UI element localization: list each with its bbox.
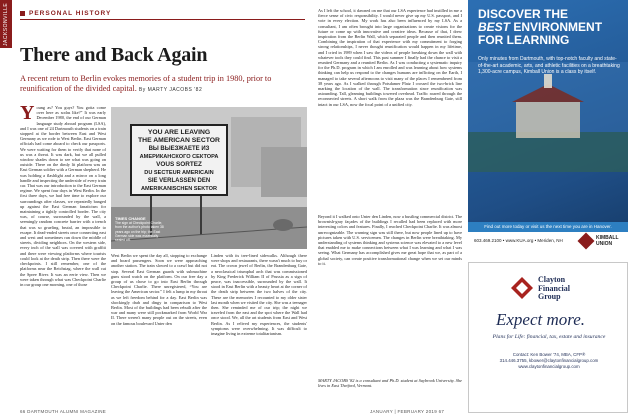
byline: By MARTY JACOBS '82 (138, 87, 203, 93)
ad-body: Only minutes from Dartmouth, with top-notch faculty and state-of-the-art academic, arts, and athletic facilities on a breathtaking 1,300-acre campus, Kimball Union is a class by itself. (478, 56, 620, 76)
logo-line: KIMBALL (596, 235, 619, 241)
clayton-financial-ad (468, 262, 628, 420)
ad-headline-line: FOR LEARNING (478, 33, 570, 47)
folio-right: JANUARY | FEBRUARY 2019 67 (370, 409, 445, 414)
contact-line: Contact: Ken Bower '74, MBA, CFP® (512, 352, 586, 357)
clayton-logo-icon (510, 276, 534, 300)
contact-line[interactable]: www.claytonfinancialgroup.com (518, 364, 580, 369)
article-column-3: Linden with its tree-lined sidewalks. Although there were shops and restaurants, there wasn't much to buy or eat. The crown jewel of Berlin, the Brandenburg Gate, a neoclassical triumphal arch that was commissioned by King Frederick William II of Prussia as a sign of peace, was inaccessible, surrounded by the wall. It stood in East Berlin with a beauty heart at the corner of the death strip between the two halves of the city. These are the memories I recounted to my older sister last month when we visited the city. She was a teenager then. She reminded me of our trip; the night we traveled from the east and the spot where the Wall had once stood. We, all the art students from East and West Berlin. As I relived my experiences, the students' symptoms were overwhelming. It was difficult to imagine living in extreme totalitarianism. (211, 253, 307, 337)
ad-cta-bar[interactable]: Find out more today or visit us the next time you are in Hanover. (468, 222, 628, 232)
ad-headline-line: DISCOVER THE (478, 7, 569, 21)
drop-cap: Y (20, 105, 35, 124)
logo-line: Clayton (538, 275, 566, 284)
column-1-text: oung as? You guys? You gotta come over here as sodas like?” It was early December 1980, the end of our German language study abroad program (LSA), and I was one of 24 Dartmouth students on a train stopped at the border between East and West Germany as we rode to West Berlin. East German officials had come aboard to check our passports. We were waiting for them to verify that none of us was a threat. It was dark, but we all pulled window shades down to see what was going on outside. There on the dimly lit platform was an East German soldier with a German shepherd. He was holding a flashlight and a mirror on a long handle and inspecting the underside of every train car. That was our introduction to the East German regime. We spent four days in West Berlin. In the first three days, we had free time to explore our surroundings after classes, we repeatedly banged up against the East German fanaticism for maintaining a tightly controlled border. The city was, of course, surrounded by the wall, a seemingly random concrete barrier with a trench that was so grueling, brutal, an impossible to escape. It dead-ended streets once connecting east and west and sometimes ran down the middle of streets, dividing neighbors. On the western side, every inch of the wall was covered with graffiti and there were viewing platforms where tourists could look at the death strip. Then there were the checkpoints. I still remember, one of the platforms near the Reichstag, where the wall cut the Spree River. It was an eerie view. Then we were taken through what was Checkpoint Charlie in our group one morning, one of those (20, 105, 106, 287)
author-bio: MARTY JACOBS '82 is a consultant and Ph.D. student at Saybrook University. She lives in East Thetford, Vermont. (318, 378, 462, 389)
ad-headline-emphasis: BEST (478, 20, 511, 34)
logo-line: UNION (596, 241, 613, 247)
dek-text: A recent return to Berlin evokes memories of a student trip in 1980, prior to reunification of the divided capital. (20, 74, 272, 93)
ad-contact-strip (468, 232, 628, 252)
ad-contact[interactable]: 603.469.2100 • www.KUA.org • Meriden, NH (474, 238, 563, 243)
caption-text: The sign at Checkpoint Charlie, from the author's photo taken 38 years ago on the trip; the East German side was essentially sealed off. (115, 221, 164, 243)
article-column-2: West Berlin we spent the day all, stopping to exchange and board passengers. Soon we were approaching another station. The train slowed to a crawl but did not stop. Several East German guards with submachine guns stood watch on the platform. On our free day a group of us chose to go into East Berlin through Checkpoint Charlie. There unregistered, “You are leaving the American sector.” I felt a lump in my throat as we left freedom behind for a day. East Berlin was shockingly drab and dingy in comparison to West Berlin. Most of the buildings had been rebuilt after the war and many were still pockmarked from World War II. There weren't many people out on the streets, even on the famous boulevard Unter den (111, 253, 207, 326)
kimball-union-ad (468, 0, 628, 252)
clayton-contact (474, 352, 624, 370)
section-label: PERSONAL HISTORY (29, 10, 112, 17)
sign-line: SIE VERLASSEN DEN (147, 178, 211, 184)
section-header (20, 10, 305, 20)
clayton-subtitle: Plans for Life: financial, tax, estate and insurance (492, 334, 606, 340)
article-headline: There and Back Again (20, 44, 208, 66)
section-marker (20, 11, 25, 16)
sign-line: VOUS SORTEZ (156, 161, 202, 168)
sign-line: YOU ARE LEAVING (147, 129, 211, 136)
checkpoint-sign (133, 129, 225, 193)
section-tab: JACKSONVILLE (0, 0, 12, 48)
ad-headline-word: ENVIRONMENT (513, 20, 603, 34)
logo-line: Financial (538, 283, 571, 293)
kimball-union-logo (596, 235, 619, 247)
article-column-4: As I left the school, it dawned on me that our LSA experience had instilled in me a fierce sense of civic responsibility. I would never give up my U.S. passport, and I vote in every election. My work has also been influenced by my LSA. As a consultant, I am often brought into large organizations to create visions for the future or come up with innovative and creative ideas. Because of that, I drew inspiration from the Berlin Wall, which separated people and then reunited them. Combining the inspiration of that experience with my commitment to forging strong relationships, I never thought reunification would happen in my lifetime, and I cried in 1989 when I saw the videos of people breaking down the wall with whatever tools they could find. This past summer I finally had the chance to visit a reunited Germany and a reunited Berlin. As I was conducting a systematic inquiry for the Ph.D. program in which I am enrolled and was learning about how systems thinking can help us respond to the changes humans are inflicting on the Earth, I managed to take several afternoons to visit many of the places I remembered from 38 years ago. As I walked through Potsdamer Platz I crossed the two-brick line marking the location of the wall. The transformation since reunification was astounding. Tall, gleaming buildings towered overhead. Traffic roared through the reconnected streets. A short walk from the plaza was the Brandenburg Gate, still intact in our LSA, now the focal point of a unified city. (318, 8, 462, 107)
sign-line: THE AMERICAN SECTOR (138, 137, 220, 144)
article-column-1 (20, 105, 106, 405)
kimball-union-logo-icon (578, 233, 595, 250)
clayton-logo-text (538, 276, 570, 302)
ad-headline (478, 8, 602, 47)
caption-title: TIMES CHANGE (115, 216, 146, 221)
sign-line: ВЫ ВЫЕЗЖАЕТЕ ИЗ (148, 146, 210, 152)
logo-line: Group (538, 292, 561, 301)
clayton-tagline: Expect more. (496, 310, 586, 329)
sign-line: АМЕРИКАНСКОГО СЕКТОРА (139, 154, 219, 160)
sign-line: DU SECTEUR AMERICAIN (144, 170, 214, 176)
photo-caption (115, 217, 167, 242)
contact-line[interactable]: 314.446.3755, kbower@claytonfinancialgroup.com (499, 358, 599, 363)
article-column-5: Beyond it I walked onto Unter den Linden, now a bustling commercial district. The brownish-gray façades of the buildings I recalled had been replaced with more interesting colors and features. Finally, I reached Checkpoint Charlie. It was almost unrecognizable. The warning sign was still there, but now people lined up to have pictures taken with U.S. servicemen. The changes in Berlin were breathtaking. My understanding of systems thinking and systems science was elevated to a new level that enabled me to make connections between what I was learning and what I was seeing. What Germany has accomplished gives me great hope that we, as part of a global society, can create positive transformational change when we set our minds to it. (318, 214, 462, 266)
folio-left: 66 DARTMOUTH ALUMNI MAGAZINE (20, 409, 107, 414)
article-dek (20, 74, 310, 95)
sign-line: AMERIKANISCHEN SEKTOR (140, 186, 218, 192)
campus-illustration (468, 62, 628, 172)
